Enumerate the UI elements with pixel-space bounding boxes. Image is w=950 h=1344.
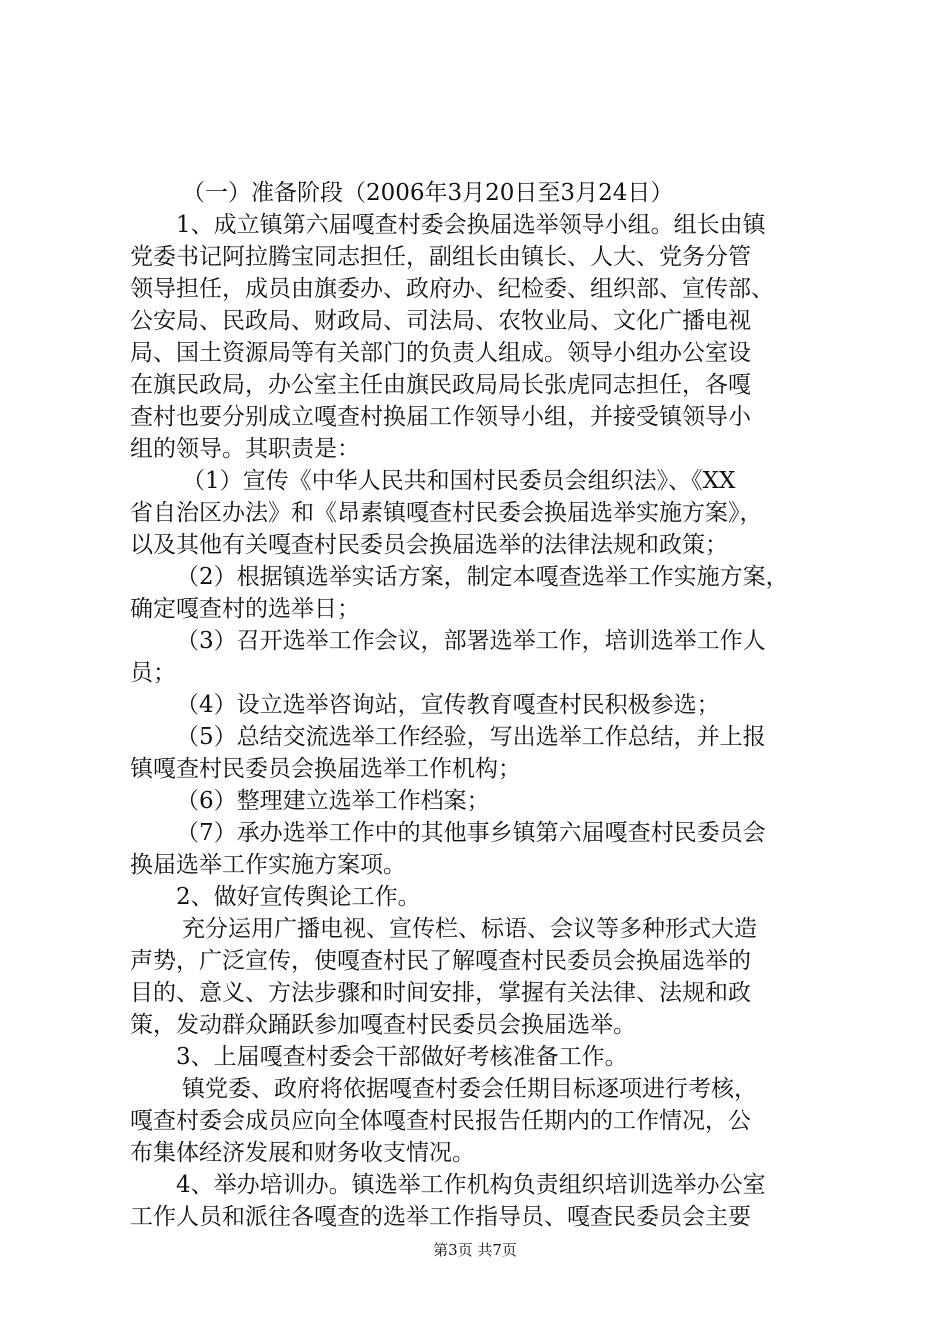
text-line: 查村也要分别成立嘎查村换届工作领导小组，并接受镇领导小 [130,404,751,430]
text-line: （2）根据镇选举实话方案，制定本嘎查选举工作实施方案， [176,564,789,590]
text-line: 2、做好宣传舆论工作。 [176,884,421,910]
text-line: 策，发动群众踊跃参加嘎查村民委员会换届选举。 [130,1012,636,1038]
text-line: 嘎查村委会成员应向全体嘎查村民报告任期内的工作情况，公 [130,1108,751,1134]
text-line: 员； [130,660,176,686]
text-line: 4、举办培训办。镇选举工作机构负责组织培训选举办公室 [176,1172,766,1198]
text-line: 在旗民政局，办公室主任由旗民政局局长张虎同志担任，各嘎 [130,372,751,398]
text-line: 3、上届嘎查村委会干部做好考核准备工作。 [176,1044,628,1070]
text-line: 镇嘎查村民委员会换届选举工作机构； [130,756,521,782]
text-line: （1）宣传《中华人民共和国村民委员会组织法》、《XX [182,468,736,494]
text-line: 领导担任，成员由旗委办、政府办、纪检委、组织部、宣传部、 [130,276,774,302]
text-line: 换届选举工作实施方案项。 [130,852,406,878]
text-line: 声势，广泛宣传，使嘎查村民了解嘎查村民委员会换届选举的 [130,948,751,974]
text-line: 确定嘎查村的选举日； [130,596,360,622]
text-line: 省自治区办法》和《昂素镇嘎查村民委会换届选举实施方案》， [130,500,763,526]
text-line: 组的领导。其职责是： [130,436,360,462]
text-line: 公安局、民政局、财政局、司法局、农牧业局、文化广播电视 [130,308,751,334]
text-line: 党委书记阿拉腾宝同志担任，副组长由镇长、人大、党务分管 [130,244,751,270]
text-line: 目的、意义、方法步骤和时间安排，掌握有关法律、法规和政 [130,980,751,1006]
text-line: 1、成立镇第六届嘎查村委会换届选举领导小组。组长由镇 [176,212,766,238]
text-line: （7）承办选举工作中的其他事乡镇第六届嘎查村民委员会 [176,820,766,846]
text-line: （5）总结交流选举工作经验，写出选举工作总结，并上报 [176,724,766,750]
text-line: 布集体经济发展和财务收支情况。 [130,1140,475,1166]
text-line: 镇党委、政府将依据嘎查村委会任期目标逐项进行考核， [182,1076,757,1102]
text-line: （一）准备阶段（2006年3月20日至3月24日） [182,180,674,206]
text-line: （6）整理建立选举工作档案； [176,788,490,814]
text-line: 以及其他有关嘎查村民委员会换届选举的法律法规和政策； [130,532,728,558]
text-line: 充分运用广播电视、宣传栏、标语、会议等多种形式大造 [182,916,757,942]
document-body [130,177,830,1233]
page-footer: 第3页 共7页 [433,1241,517,1259]
text-line: （4）设立选举咨询站，宣传教育嘎查村民积极参选； [176,692,720,718]
text-line: （3）召开选举工作会议，部署选举工作，培训选举工作人 [176,628,766,654]
text-line: 局、国土资源局等有关部门的负责人组成。领导小组办公室设 [130,340,751,366]
text-line: 工作人员和派往各嘎查的选举工作指导员、嘎查民委员会主要 [130,1204,751,1230]
